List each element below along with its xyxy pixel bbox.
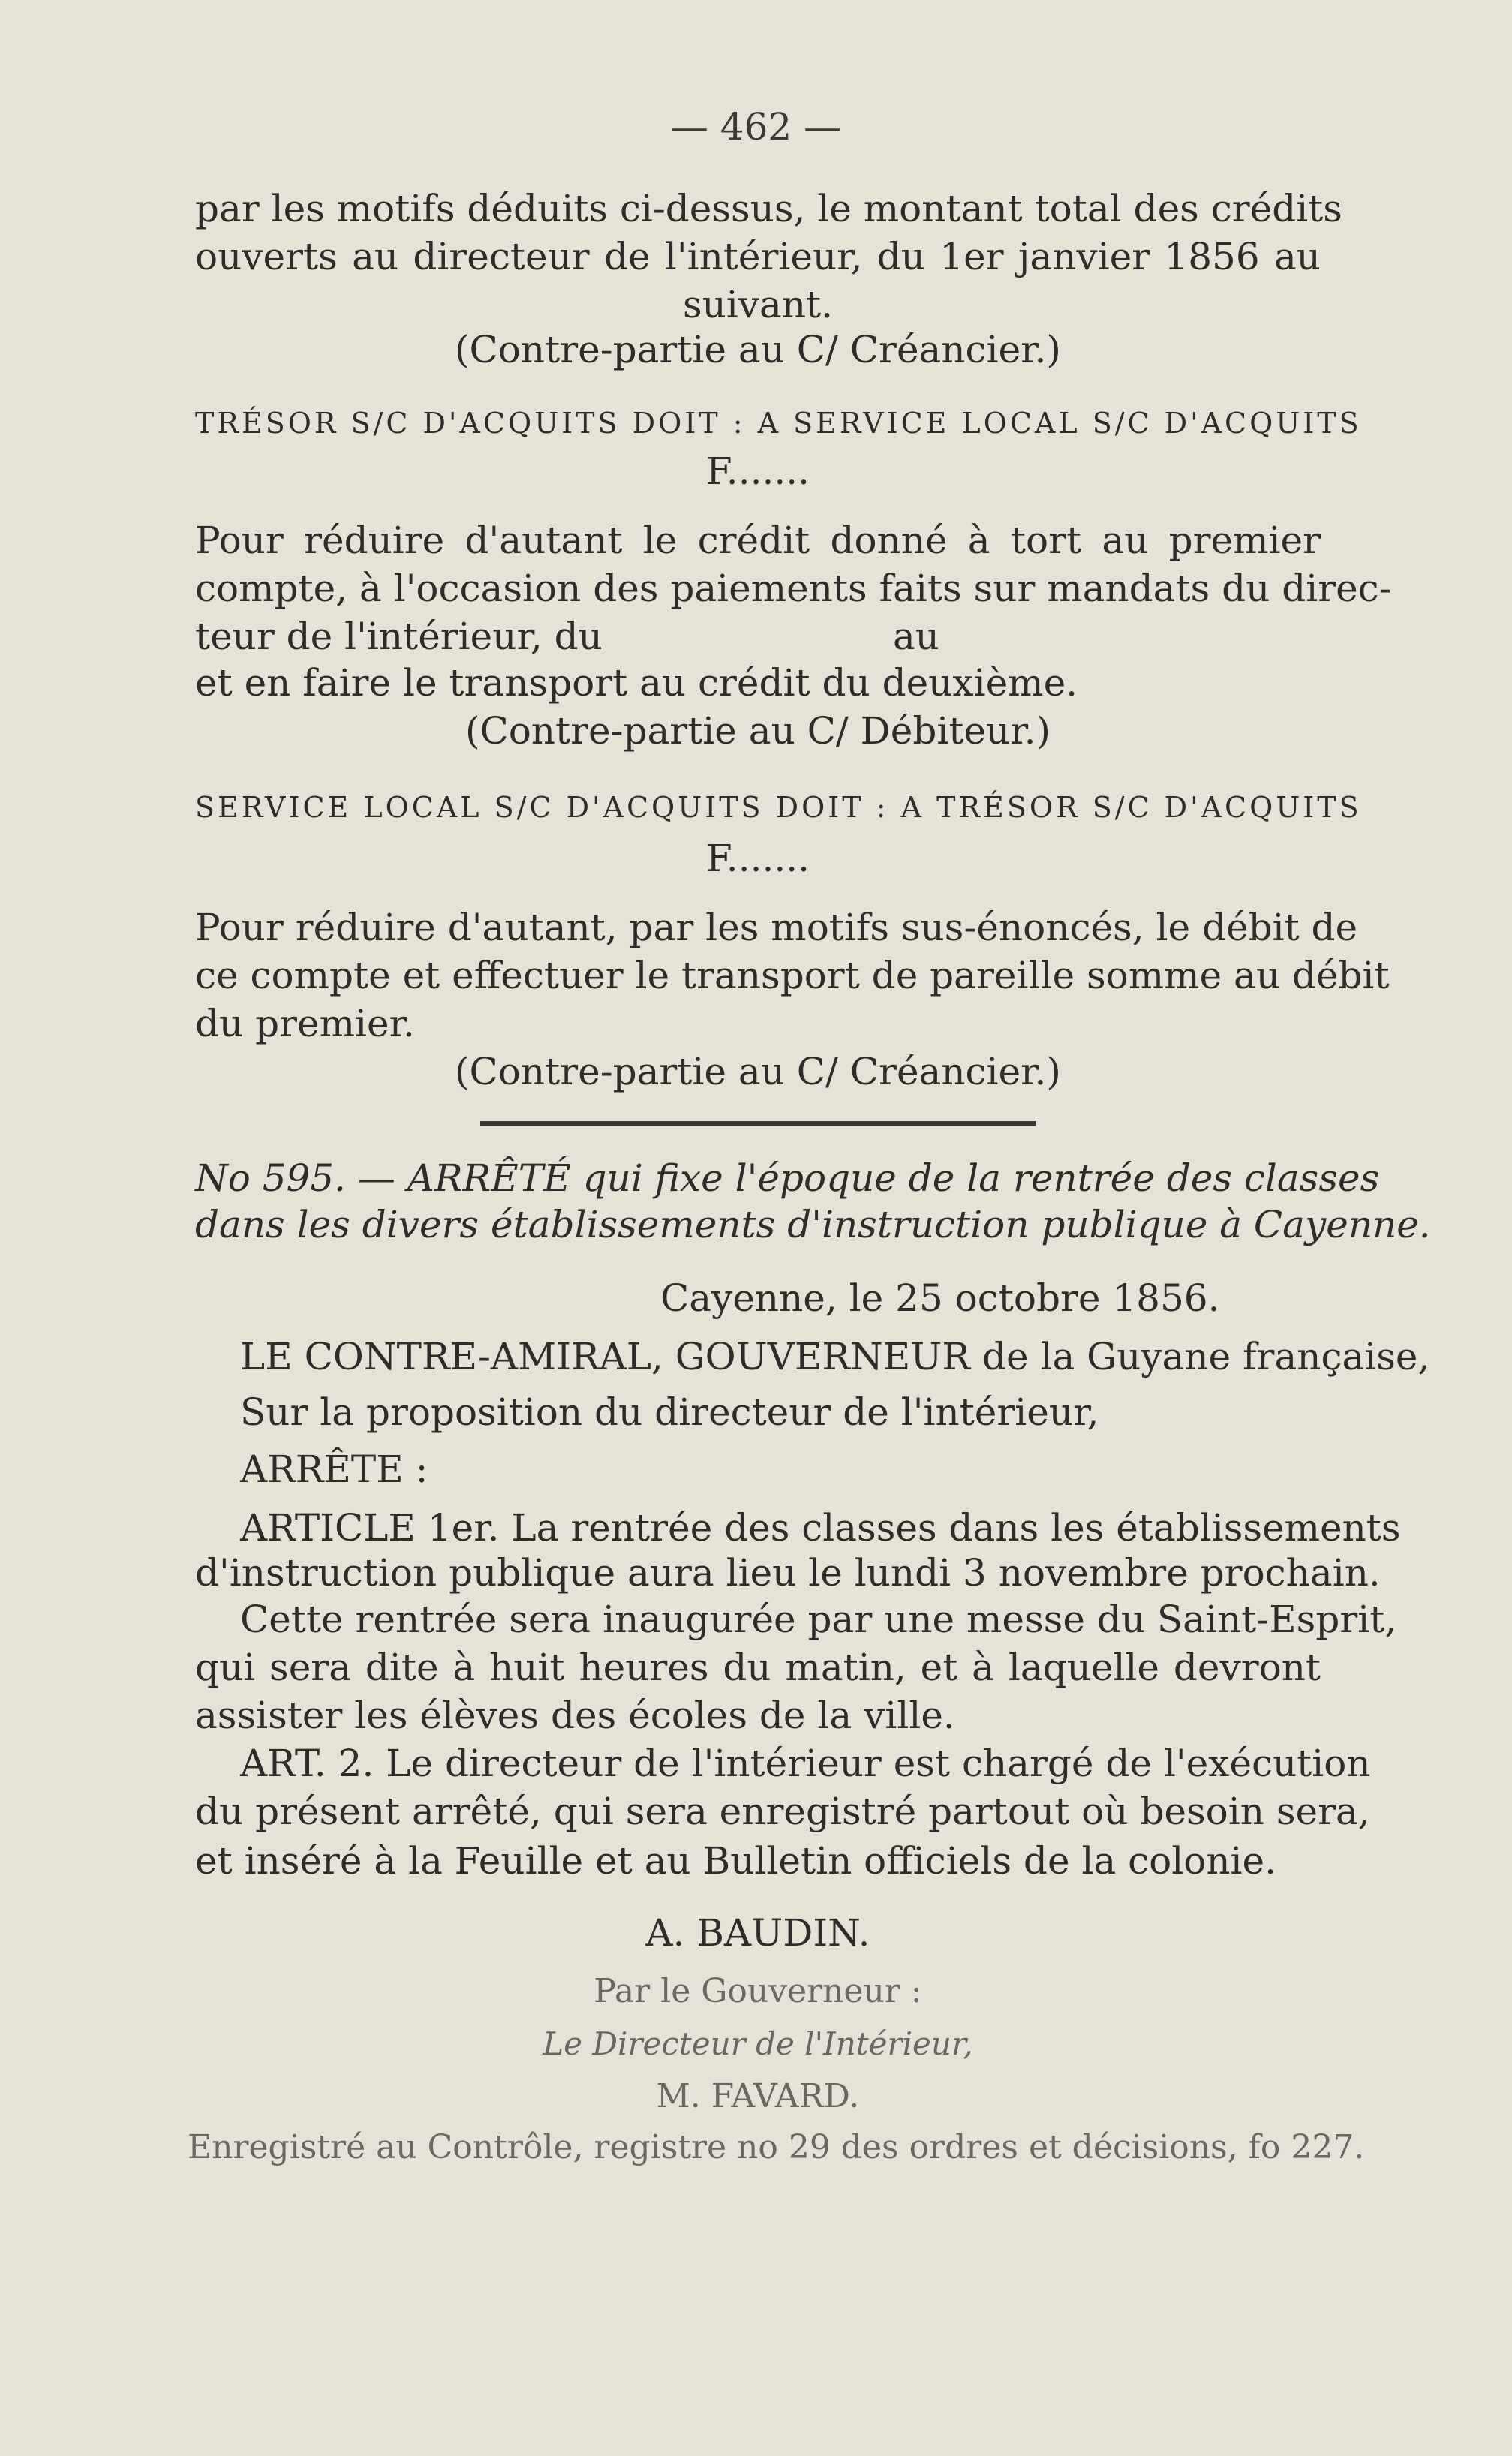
amount: F.......: [705, 837, 810, 880]
text-line: Sur la proposition du directeur de l'intérieur,: [240, 1390, 1099, 1434]
entry-header: SERVICE LOCAL S/C D'ACQUITS DOIT : A TRÉSOR S/C D'ACQUITS: [195, 791, 1362, 824]
text-line: ART. 2. Le directeur de l'intérieur est chargé de l'exécution: [240, 1742, 1371, 1785]
signature: A. BAUDIN.: [645, 1911, 870, 1955]
text-line: LE CONTRE-AMIRAL, GOUVERNEUR de la Guyane française,: [240, 1335, 1430, 1378]
entry-header: TRÉSOR S/C D'ACQUITS DOIT : A SERVICE LOCAL S/C D'ACQUITS: [195, 407, 1362, 440]
text-line: d'instruction publique aura lieu le lundi 3 novembre prochain.: [195, 1551, 1381, 1595]
counterpart-note: (Contre-partie au C/ Créancier.): [455, 1050, 1061, 1093]
counterpart-note: (Contre-partie au C/ Débiteur.): [464, 709, 1051, 753]
text-line: suivant.: [682, 283, 834, 326]
text-line: Pour réduire d'autant, par les motifs sus-énoncés, le débit de: [195, 906, 1358, 949]
text-line: Cette rentrée sera inaugurée par une messe du Saint-Esprit,: [240, 1598, 1397, 1641]
registry-note: Enregistré au Contrôle, registre no 29 des ordres et décisions, fo 227.: [188, 2128, 1365, 2166]
amount: F.......: [705, 449, 810, 493]
text-line: au: [893, 615, 940, 658]
decree-title: dans les divers établissements d'instruction publique à Cayenne.: [195, 1203, 1431, 1246]
section-rule: [480, 1121, 1036, 1126]
text-line: ARTICLE 1er. La rentrée des classes dans les établissements: [240, 1506, 1401, 1550]
text-line: qui sera dite à huit heures du matin, et à laquelle devront: [195, 1646, 1321, 1689]
text-line: assister les élèves des écoles de la ville.: [195, 1694, 955, 1737]
page-number: — 462 —: [670, 105, 842, 149]
text-line: du présent arrêté, qui sera enregistré partout où besoin sera,: [195, 1790, 1370, 1833]
director-name: M. FAVARD.: [656, 2077, 860, 2115]
text-line: par les motifs déduits ci-dessus, le montant total des crédits: [195, 187, 1342, 230]
text-line: ce compte et effectuer le transport de pareille somme au débit: [195, 954, 1390, 997]
text-line: du premier.: [195, 1002, 415, 1045]
counterpart-note: (Contre-partie au C/ Créancier.): [455, 328, 1061, 371]
director-title: Le Directeur de l'Intérieur,: [543, 2025, 973, 2062]
text-line: et en faire le transport au crédit du deuxième.: [195, 661, 1078, 705]
text-line: Pour réduire d'autant le crédit donné à tort au premier: [195, 519, 1321, 562]
arrete-heading: ARRÊTE :: [240, 1447, 428, 1491]
text-line: ouverts au directeur de l'intérieur, du 1er janvier 1856 au: [195, 235, 1321, 278]
text-line: compte, à l'occasion des paiements faits sur mandats du direc-: [195, 567, 1392, 610]
text-line: et inséré à la Feuille et au Bulletin officiels de la colonie.: [195, 1839, 1276, 1883]
decree-title: No 595. — ARRÊTÉ qui fixe l'époque de la rentrée des classes: [195, 1156, 1380, 1200]
dateline: Cayenne, le 25 octobre 1856.: [660, 1276, 1220, 1320]
text-line: teur de l'intérieur, du: [195, 615, 603, 658]
par-le-gouverneur: Par le Gouverneur :: [594, 1972, 922, 2010]
